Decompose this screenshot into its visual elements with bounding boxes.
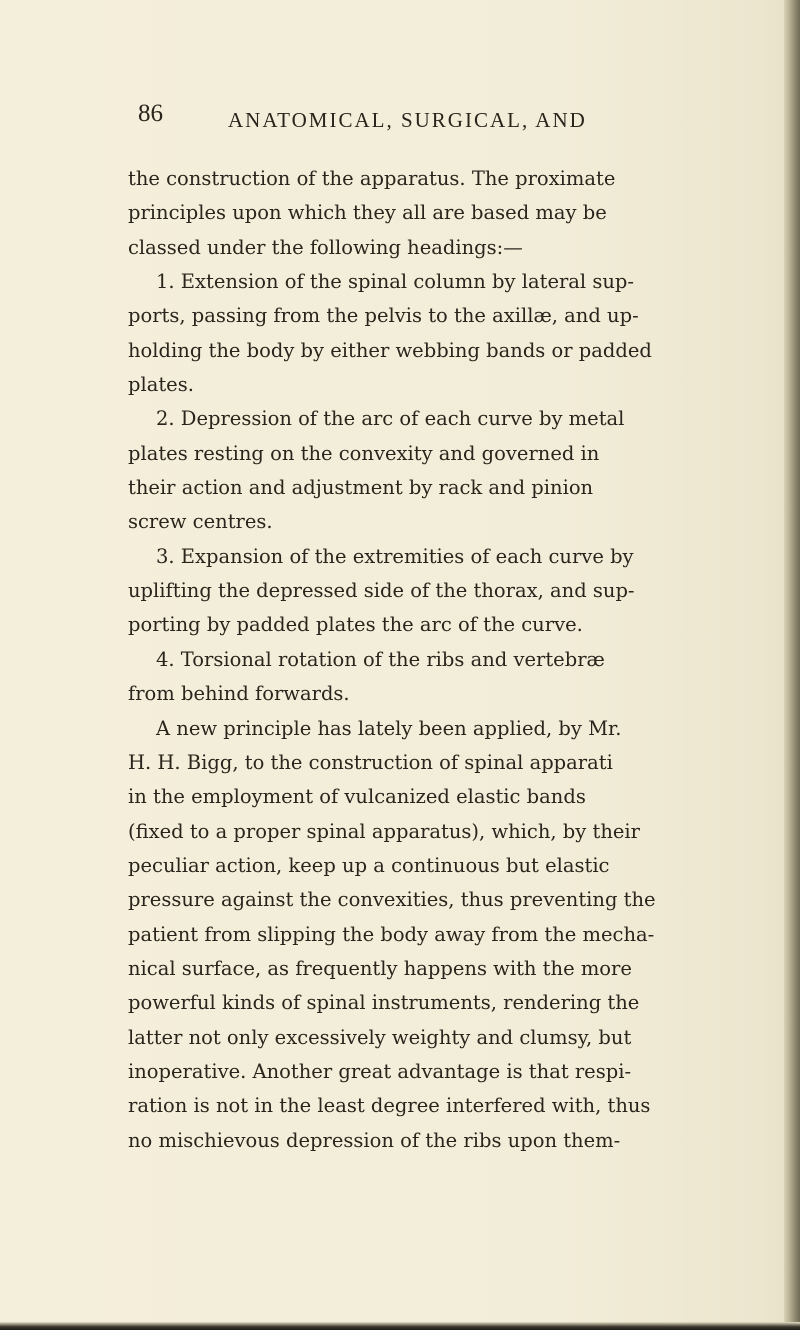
text-line: (fixed to a proper spinal apparatus), which, by their: [128, 819, 640, 843]
text-line: peculiar action, keep up a continuous but elastic: [128, 853, 610, 877]
text-line: principles upon which they all are based may be: [128, 201, 607, 225]
running-head: ANATOMICAL, SURGICAL, AND: [228, 108, 587, 132]
page-header: [138, 100, 738, 140]
text-line: screw centres.: [128, 510, 273, 534]
text-line: H. H. Bigg, to the construction of spinal apparati: [128, 750, 613, 774]
text-line: no mischievous depression of the ribs upon them-: [128, 1128, 621, 1152]
text-line: ports, passing from the pelvis to the axillæ, and up-: [128, 304, 639, 328]
text-line: pressure against the convexities, thus preventing the: [128, 888, 656, 912]
page-edge-shadow: [784, 0, 800, 1330]
text-line: ration is not in the least degree interfered with, thus: [128, 1094, 651, 1118]
body-text: [128, 162, 736, 1158]
paragraph-start: A new principle has lately been applied, by Mr.: [156, 716, 622, 740]
text-line: inoperative. Another great advantage is that respi-: [128, 1059, 632, 1083]
list-item-4: 4. Torsional rotation of the ribs and vertebræ: [156, 647, 605, 671]
text-line: powerful kinds of spinal instruments, rendering the: [128, 991, 640, 1015]
text-line: nical surface, as frequently happens with the more: [128, 956, 632, 980]
list-item-2: 2. Depression of the arc of each curve by metal: [156, 407, 625, 431]
text-line: patient from slipping the body away from the mecha-: [128, 922, 655, 946]
text-line: from behind forwards.: [128, 682, 350, 706]
page-bottom-edge: [0, 1322, 800, 1330]
text-line: the construction of the apparatus. The proximate: [128, 167, 616, 190]
text-line: in the employment of vulcanized elastic bands: [128, 785, 586, 809]
text-line: plates.: [128, 373, 194, 397]
list-item-3: 3. Expansion of the extremities of each curve by: [156, 544, 634, 568]
text-line: latter not only excessively weighty and clumsy, but: [128, 1025, 632, 1049]
text-line: uplifting the depressed side of the thorax, and sup-: [128, 579, 635, 603]
text-line: their action and adjustment by rack and pinion: [128, 476, 594, 500]
text-line: classed under the following headings:—: [128, 235, 523, 259]
text-line: holding the body by either webbing bands or padded: [128, 338, 652, 362]
text-line: plates resting on the convexity and governed in: [128, 441, 600, 465]
text-line: porting by padded plates the arc of the curve.: [128, 613, 583, 637]
list-item-1: 1. Extension of the spinal column by lateral sup-: [156, 270, 635, 294]
page-number: 86: [138, 100, 163, 127]
